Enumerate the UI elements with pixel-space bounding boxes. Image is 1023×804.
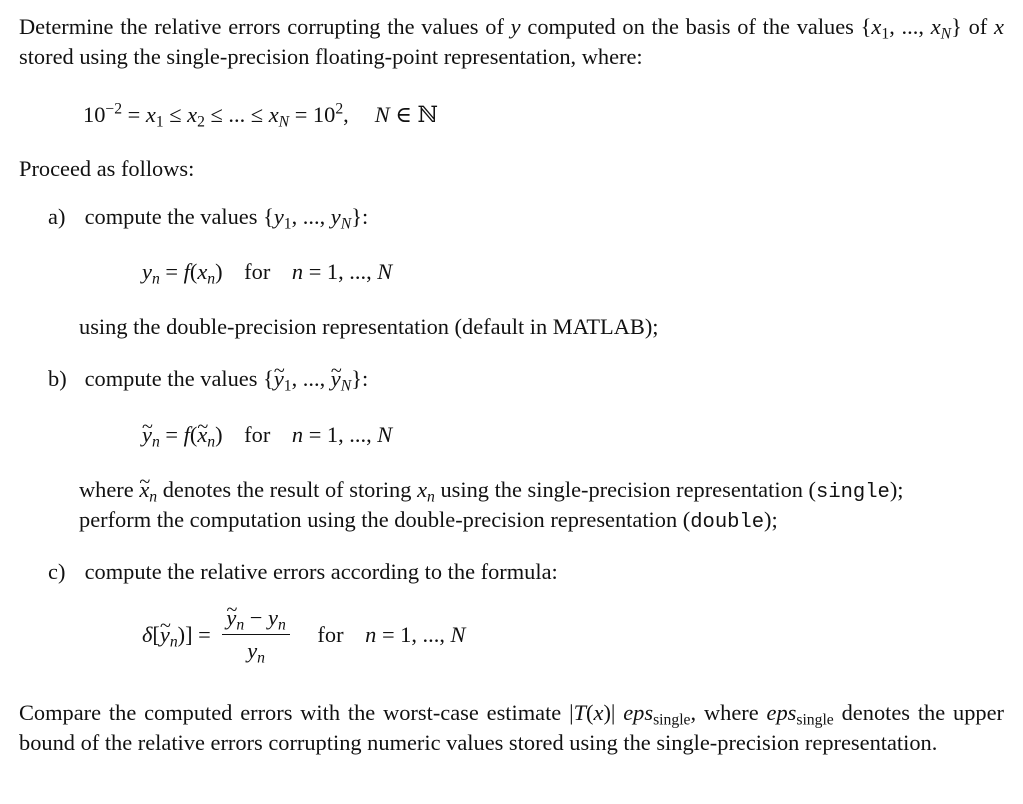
step-b-where-word: where bbox=[79, 477, 134, 502]
compare-text-1: Compare the computed errors with the worst-case estimate bbox=[19, 700, 562, 725]
step-b-perform bbox=[79, 505, 778, 538]
equation-c-for: for bbox=[317, 621, 344, 647]
relative-error-fraction: $\frac{y \sim_n - y_n}{y_n}$ bbox=[222, 604, 289, 665]
intro-text-1: Determine the relative errors corrupting the values of bbox=[19, 14, 504, 39]
compare-text-3: denotes the upper bound of the relative errors corrupting numeric values stored using the single-precision representation. bbox=[19, 700, 1004, 755]
math-estimate: |T(x)| eps$_{single}$, bbox=[569, 700, 697, 729]
equation-b: y $\sim_n = f(x$ $\sim_n$) for n = 1, ..., N bbox=[142, 420, 392, 450]
step-a bbox=[48, 202, 368, 232]
step-b-text-5: ); bbox=[764, 507, 778, 532]
code-double: double bbox=[690, 511, 765, 534]
equation-b-for: for bbox=[244, 422, 271, 447]
step-b bbox=[48, 364, 368, 394]
code-single: single bbox=[816, 481, 890, 504]
step-c-label: c) bbox=[48, 559, 66, 584]
math-x-set: {$x_1$, ..., $x_N$} bbox=[860, 14, 962, 43]
equation-a: $y_n = f(x_n)$ for n = 1, ..., N bbox=[142, 259, 393, 288]
step-b-text-3: ); bbox=[889, 477, 904, 502]
step-a-text: compute the values bbox=[84, 204, 258, 229]
equation-range: $10^{-2} = x_1 \le x_2$ ≤ ... ≤ $x_N = 10^2$, N ∈ ℕ bbox=[83, 100, 438, 131]
step-b-text-2: using the single-precision representation ( bbox=[440, 477, 817, 502]
proceed-text: Proceed as follows: bbox=[19, 156, 195, 181]
step-b-text-4: perform the computation using the double-precision representation ( bbox=[79, 507, 691, 532]
step-b-text-1: denotes the result of storing bbox=[162, 477, 412, 502]
step-a-note: using the double-precision representation (default in MATLAB); bbox=[79, 314, 659, 339]
step-a-label: a) bbox=[48, 204, 66, 229]
equation-a-for: for bbox=[244, 259, 271, 284]
step-b-text: compute the values bbox=[84, 366, 258, 391]
math-y: y bbox=[510, 14, 521, 39]
compare-paragraph bbox=[19, 698, 1004, 758]
equation-c: δ[y $\sim_n$)] = $\frac{y \sim_n - y_n}{y_n}$ for n = 1, ..., N bbox=[142, 604, 465, 665]
step-b-where: where x $\sim_n$ denotes the result of storing $x_n$ using the single-precision representation (single); bbox=[79, 475, 904, 508]
intro-text-4: stored using the single-precision floating-point representation, where: bbox=[19, 44, 643, 69]
math-eps-single: eps$_{single}$ bbox=[766, 700, 834, 729]
intro-text-3: of bbox=[968, 14, 988, 39]
compare-text-2: where bbox=[703, 700, 759, 725]
step-c bbox=[48, 557, 558, 587]
intro-paragraph bbox=[19, 12, 1004, 72]
step-b-label: b) bbox=[48, 366, 67, 391]
math-x: x bbox=[994, 14, 1004, 39]
intro-text-2: computed on the basis of the values bbox=[527, 14, 854, 39]
step-c-text: compute the relative errors according to the formula: bbox=[84, 559, 558, 584]
math-ytilde-set: {y $\sim_1$, ..., y $\sim_N$}: bbox=[263, 366, 368, 391]
math-y-set: {$y_1$, ..., $y_N$}: bbox=[263, 204, 369, 233]
